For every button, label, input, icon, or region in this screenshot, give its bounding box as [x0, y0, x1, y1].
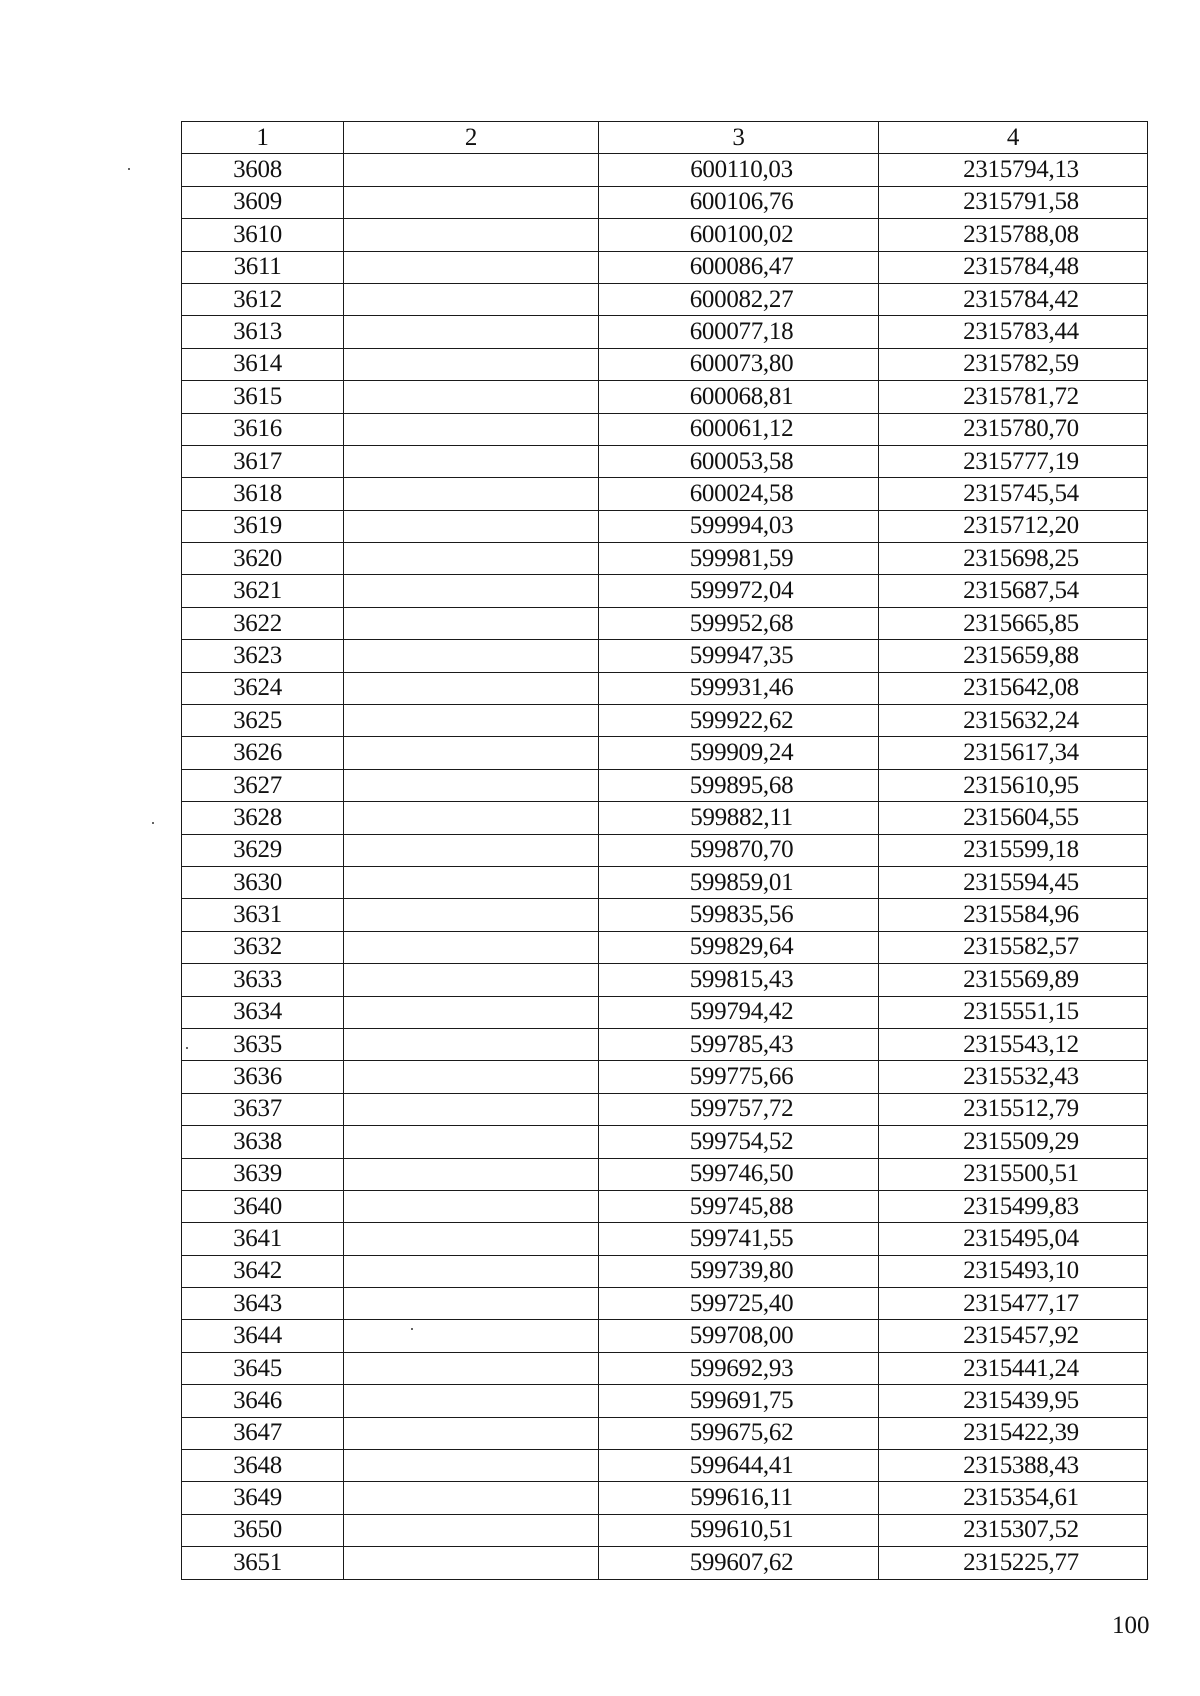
table-row: [182, 1223, 1148, 1255]
x-coordinate-cell: 600106,76: [599, 186, 879, 218]
y-coordinate-cell: 2315441,24: [879, 1352, 1148, 1384]
x-coordinate-cell: 600086,47: [599, 251, 879, 283]
column-2-cell: [344, 1352, 599, 1384]
y-coordinate-cell: 2315783,44: [879, 316, 1148, 348]
y-coordinate-cell: 2315698,25: [879, 543, 1148, 575]
y-coordinate-cell: 2315422,39: [879, 1417, 1148, 1449]
table-row: [182, 1352, 1148, 1384]
column-2-cell: [344, 348, 599, 380]
x-coordinate-cell: 599895,68: [599, 769, 879, 801]
column-2-cell: [344, 1482, 599, 1514]
y-coordinate-cell: 2315495,04: [879, 1223, 1148, 1255]
table-header: [182, 122, 1148, 154]
x-coordinate-cell: 600024,58: [599, 478, 879, 510]
table-row: [182, 705, 1148, 737]
table-row: [182, 931, 1148, 963]
point-number-cell: 3641: [182, 1223, 344, 1255]
x-coordinate-cell: 600073,80: [599, 348, 879, 380]
column-2-cell: [344, 931, 599, 963]
column-2-cell: [344, 510, 599, 542]
point-number-cell: 3610: [182, 219, 344, 251]
y-coordinate-cell: 2315784,48: [879, 251, 1148, 283]
x-coordinate-cell: 599835,56: [599, 899, 879, 931]
point-number-cell: 3617: [182, 445, 344, 477]
point-number-cell: 3643: [182, 1288, 344, 1320]
column-2-cell: [344, 186, 599, 218]
table-row: [182, 219, 1148, 251]
x-coordinate-cell: 600110,03: [599, 154, 879, 186]
point-number-cell: 3618: [182, 478, 344, 510]
y-coordinate-cell: 2315582,57: [879, 931, 1148, 963]
point-number-cell: 3635: [182, 1028, 344, 1060]
table-row: [182, 543, 1148, 575]
x-coordinate-cell: 599741,55: [599, 1223, 879, 1255]
column-2-cell: [344, 283, 599, 315]
x-coordinate-cell: 599815,43: [599, 964, 879, 996]
x-coordinate-cell: 599775,66: [599, 1061, 879, 1093]
y-coordinate-cell: 2315439,95: [879, 1385, 1148, 1417]
table-row: [182, 381, 1148, 413]
x-coordinate-cell: 599708,00: [599, 1320, 879, 1352]
point-number-cell: 3622: [182, 607, 344, 639]
column-2-cell: [344, 445, 599, 477]
table-row: [182, 1320, 1148, 1352]
column-2-cell: [344, 543, 599, 575]
column-2-cell: [344, 1190, 599, 1222]
x-coordinate-cell: 599610,51: [599, 1514, 879, 1546]
point-number-cell: 3620: [182, 543, 344, 575]
column-2-cell: [344, 1158, 599, 1190]
x-coordinate-cell: 599870,70: [599, 834, 879, 866]
point-number-cell: 3632: [182, 931, 344, 963]
x-coordinate-cell: 599691,75: [599, 1385, 879, 1417]
point-number-cell: 3624: [182, 672, 344, 704]
point-number-cell: 3621: [182, 575, 344, 607]
table-row: [182, 1547, 1148, 1579]
column-2-cell: [344, 1223, 599, 1255]
column-2-cell: [344, 964, 599, 996]
column-2-cell: [344, 316, 599, 348]
y-coordinate-cell: 2315457,92: [879, 1320, 1148, 1352]
y-coordinate-cell: 2315388,43: [879, 1450, 1148, 1482]
point-number-cell: 3631: [182, 899, 344, 931]
point-number-cell: 3623: [182, 640, 344, 672]
y-coordinate-cell: 2315584,96: [879, 899, 1148, 931]
point-number-cell: 3651: [182, 1547, 344, 1579]
y-coordinate-cell: 2315788,08: [879, 219, 1148, 251]
point-number-cell: 3650: [182, 1514, 344, 1546]
point-number-cell: 3630: [182, 866, 344, 898]
y-coordinate-cell: 2315499,83: [879, 1190, 1148, 1222]
point-number-cell: 3609: [182, 186, 344, 218]
header-row: [182, 122, 1148, 154]
x-coordinate-cell: 599922,62: [599, 705, 879, 737]
y-coordinate-cell: 2315745,54: [879, 478, 1148, 510]
x-coordinate-cell: 599882,11: [599, 802, 879, 834]
y-coordinate-cell: 2315493,10: [879, 1255, 1148, 1287]
y-coordinate-cell: 2315617,34: [879, 737, 1148, 769]
column-2-cell: [344, 640, 599, 672]
table-row: [182, 1417, 1148, 1449]
table-row: [182, 478, 1148, 510]
table-row: [182, 445, 1148, 477]
x-coordinate-cell: 599607,62: [599, 1547, 879, 1579]
x-coordinate-cell: 599746,50: [599, 1158, 879, 1190]
y-coordinate-cell: 2315604,55: [879, 802, 1148, 834]
column-2-cell: [344, 866, 599, 898]
table-row: [182, 283, 1148, 315]
x-coordinate-cell: 599794,42: [599, 996, 879, 1028]
y-coordinate-cell: 2315512,79: [879, 1093, 1148, 1125]
point-number-cell: 3639: [182, 1158, 344, 1190]
table-row: [182, 737, 1148, 769]
table-row: [182, 1385, 1148, 1417]
table-row: [182, 769, 1148, 801]
x-coordinate-cell: 599947,35: [599, 640, 879, 672]
table-body: [182, 154, 1148, 1579]
table-row: [182, 802, 1148, 834]
x-coordinate-cell: 599972,04: [599, 575, 879, 607]
column-2-cell: [344, 1385, 599, 1417]
x-coordinate-cell: 599644,41: [599, 1450, 879, 1482]
column-2-cell: [344, 251, 599, 283]
y-coordinate-cell: 2315307,52: [879, 1514, 1148, 1546]
table-row: [182, 834, 1148, 866]
point-number-cell: 3645: [182, 1352, 344, 1384]
table-row: [182, 1450, 1148, 1482]
table-row: [182, 575, 1148, 607]
column-2-cell: [344, 899, 599, 931]
y-coordinate-cell: 2315543,12: [879, 1028, 1148, 1060]
y-coordinate-cell: 2315782,59: [879, 348, 1148, 380]
x-coordinate-cell: 600077,18: [599, 316, 879, 348]
table-row: [182, 186, 1148, 218]
column-header-4: 4: [879, 122, 1148, 154]
column-2-cell: [344, 154, 599, 186]
x-coordinate-cell: 599931,46: [599, 672, 879, 704]
column-2-cell: [344, 769, 599, 801]
table-row: [182, 1028, 1148, 1060]
point-number-cell: 3629: [182, 834, 344, 866]
column-2-cell: [344, 1514, 599, 1546]
point-number-cell: 3648: [182, 1450, 344, 1482]
x-coordinate-cell: 599909,24: [599, 737, 879, 769]
column-header-2: 2: [344, 122, 599, 154]
point-number-cell: 3633: [182, 964, 344, 996]
point-number-cell: 3619: [182, 510, 344, 542]
x-coordinate-cell: 599754,52: [599, 1126, 879, 1158]
y-coordinate-cell: 2315225,77: [879, 1547, 1148, 1579]
table-row: [182, 866, 1148, 898]
table-row: [182, 1288, 1148, 1320]
column-2-cell: [344, 1255, 599, 1287]
column-2-cell: [344, 672, 599, 704]
y-coordinate-cell: 2315794,13: [879, 154, 1148, 186]
scan-speck: [186, 1047, 188, 1049]
table-row: [182, 640, 1148, 672]
x-coordinate-cell: 599757,72: [599, 1093, 879, 1125]
table-row: [182, 510, 1148, 542]
table-row: [182, 1514, 1148, 1546]
y-coordinate-cell: 2315569,89: [879, 964, 1148, 996]
table-row: [182, 154, 1148, 186]
column-2-cell: [344, 1417, 599, 1449]
column-2-cell: [344, 737, 599, 769]
y-coordinate-cell: 2315500,51: [879, 1158, 1148, 1190]
column-2-cell: [344, 1288, 599, 1320]
point-number-cell: 3634: [182, 996, 344, 1028]
x-coordinate-cell: 599725,40: [599, 1288, 879, 1320]
column-2-cell: [344, 607, 599, 639]
x-coordinate-cell: 599994,03: [599, 510, 879, 542]
y-coordinate-cell: 2315784,42: [879, 283, 1148, 315]
column-2-cell: [344, 1028, 599, 1060]
x-coordinate-cell: 599785,43: [599, 1028, 879, 1060]
column-2-cell: [344, 996, 599, 1028]
y-coordinate-cell: 2315599,18: [879, 834, 1148, 866]
column-2-cell: [344, 1547, 599, 1579]
y-coordinate-cell: 2315551,15: [879, 996, 1148, 1028]
y-coordinate-cell: 2315777,19: [879, 445, 1148, 477]
table-row: [182, 1126, 1148, 1158]
x-coordinate-cell: 600082,27: [599, 283, 879, 315]
y-coordinate-cell: 2315780,70: [879, 413, 1148, 445]
scan-speck: [152, 822, 154, 824]
point-number-cell: 3612: [182, 283, 344, 315]
y-coordinate-cell: 2315791,58: [879, 186, 1148, 218]
point-number-cell: 3616: [182, 413, 344, 445]
y-coordinate-cell: 2315354,61: [879, 1482, 1148, 1514]
table-row: [182, 964, 1148, 996]
x-coordinate-cell: 599692,93: [599, 1352, 879, 1384]
scan-speck: [411, 1328, 413, 1330]
column-header-3: 3: [599, 122, 879, 154]
x-coordinate-cell: 599829,64: [599, 931, 879, 963]
column-2-cell: [344, 219, 599, 251]
x-coordinate-cell: 599859,01: [599, 866, 879, 898]
table-row: [182, 251, 1148, 283]
point-number-cell: 3626: [182, 737, 344, 769]
point-number-cell: 3636: [182, 1061, 344, 1093]
y-coordinate-cell: 2315594,45: [879, 866, 1148, 898]
table-row: [182, 1061, 1148, 1093]
table-row: [182, 316, 1148, 348]
point-number-cell: 3644: [182, 1320, 344, 1352]
column-2-cell: [344, 1320, 599, 1352]
column-2-cell: [344, 705, 599, 737]
y-coordinate-cell: 2315781,72: [879, 381, 1148, 413]
scan-speck: [128, 168, 130, 170]
column-2-cell: [344, 1061, 599, 1093]
y-coordinate-cell: 2315610,95: [879, 769, 1148, 801]
point-number-cell: 3614: [182, 348, 344, 380]
point-number-cell: 3608: [182, 154, 344, 186]
x-coordinate-cell: 599675,62: [599, 1417, 879, 1449]
y-coordinate-cell: 2315659,88: [879, 640, 1148, 672]
x-coordinate-cell: 600061,12: [599, 413, 879, 445]
point-number-cell: 3642: [182, 1255, 344, 1287]
x-coordinate-cell: 600068,81: [599, 381, 879, 413]
column-2-cell: [344, 478, 599, 510]
table-row: [182, 413, 1148, 445]
point-number-cell: 3627: [182, 769, 344, 801]
column-2-cell: [344, 834, 599, 866]
table-row: [182, 607, 1148, 639]
point-number-cell: 3611: [182, 251, 344, 283]
x-coordinate-cell: 599745,88: [599, 1190, 879, 1222]
table-row: [182, 996, 1148, 1028]
y-coordinate-cell: 2315642,08: [879, 672, 1148, 704]
y-coordinate-cell: 2315532,43: [879, 1061, 1148, 1093]
point-number-cell: 3638: [182, 1126, 344, 1158]
column-2-cell: [344, 1126, 599, 1158]
column-2-cell: [344, 381, 599, 413]
point-number-cell: 3640: [182, 1190, 344, 1222]
point-number-cell: 3646: [182, 1385, 344, 1417]
y-coordinate-cell: 2315477,17: [879, 1288, 1148, 1320]
table-row: [182, 1093, 1148, 1125]
y-coordinate-cell: 2315509,29: [879, 1126, 1148, 1158]
x-coordinate-cell: 599981,59: [599, 543, 879, 575]
point-number-cell: 3647: [182, 1417, 344, 1449]
column-2-cell: [344, 413, 599, 445]
y-coordinate-cell: 2315687,54: [879, 575, 1148, 607]
coordinates-table: [181, 121, 1148, 1580]
table-row: [182, 1190, 1148, 1222]
point-number-cell: 3649: [182, 1482, 344, 1514]
table-row: [182, 1255, 1148, 1287]
point-number-cell: 3615: [182, 381, 344, 413]
y-coordinate-cell: 2315712,20: [879, 510, 1148, 542]
table-row: [182, 899, 1148, 931]
table-row: [182, 1482, 1148, 1514]
column-2-cell: [344, 1093, 599, 1125]
column-2-cell: [344, 1450, 599, 1482]
table-row: [182, 1158, 1148, 1190]
x-coordinate-cell: 599616,11: [599, 1482, 879, 1514]
point-number-cell: 3625: [182, 705, 344, 737]
table-row: [182, 672, 1148, 704]
column-header-1: 1: [182, 122, 344, 154]
x-coordinate-cell: 599952,68: [599, 607, 879, 639]
x-coordinate-cell: 599739,80: [599, 1255, 879, 1287]
point-number-cell: 3613: [182, 316, 344, 348]
y-coordinate-cell: 2315632,24: [879, 705, 1148, 737]
page-number: 100: [1112, 1612, 1150, 1639]
x-coordinate-cell: 600100,02: [599, 219, 879, 251]
y-coordinate-cell: 2315665,85: [879, 607, 1148, 639]
table-row: [182, 348, 1148, 380]
column-2-cell: [344, 575, 599, 607]
column-2-cell: [344, 802, 599, 834]
x-coordinate-cell: 600053,58: [599, 445, 879, 477]
point-number-cell: 3637: [182, 1093, 344, 1125]
point-number-cell: 3628: [182, 802, 344, 834]
